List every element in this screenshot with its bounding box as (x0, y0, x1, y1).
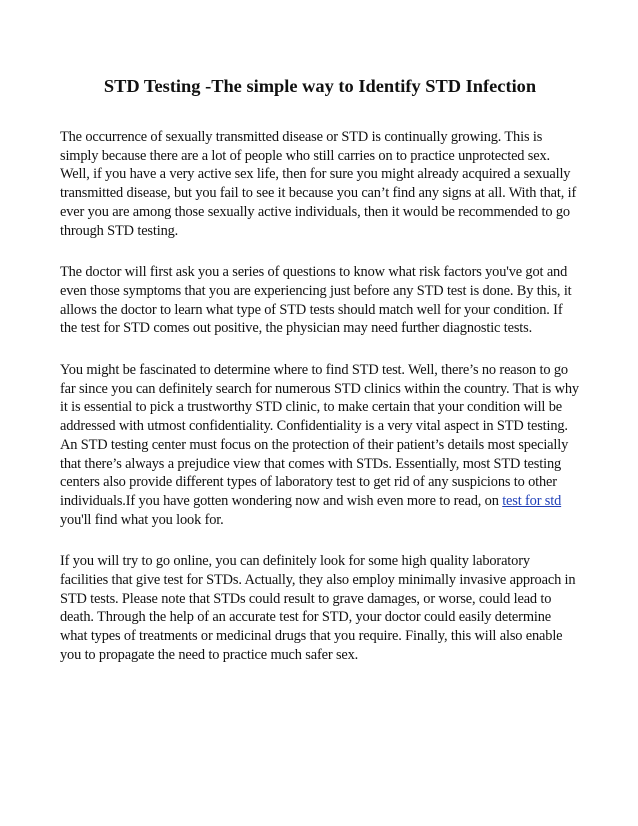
paragraph-3 (60, 361, 580, 529)
paragraph-1: The occurrence of sexually transmitted disease or STD is continually growing. This is simply because there are a lot of people who still carries on to practice unprotected sex. Well, if you have a very active sex life, then for sure you might already acquired a sexually transmitted disease, but you fail to see it because you can’t find any signs at all. With that, if ever you are among those sexually active individuals, then it would be recommended to go through STD testing. (60, 129, 577, 239)
paragraph-2: The doctor will first ask you a series of questions to know what risk factors you've got and even those symptoms that you are experiencing just before any STD test is done. By this, it allows the doctor to learn what type of STD tests should match well for your condition. If the test for STD comes out positive, the physician may need further diagnostic tests. (60, 264, 572, 337)
paragraph-3-text-after-link: you'll find what you look for. (60, 511, 224, 528)
paragraph-4: If you will try to go online, you can definitely look for some high quality laboratory facilities that give test for STDs. Actually, they also employ minimally invasive approach in STD tests. Please note that STDs could result to grave damages, or worse, could lead to death. Through the help of an accurate test for STD, your doctor could easily determine what types of treatments or medicinal drugs that you require. Finally, this will also enable you to propagate the need to practice much safer sex. (60, 553, 576, 663)
paragraph-3-text-before-link: You might be fascinated to determine where to find STD test. Well, there’s no reason to go far since you can definitely search for numerous STD clinics within the country. That is why it is essential to pick a trustworthy STD clinic, to make certain that your condition will be addressed with utmost confidentiality. Confidentiality is a very vital aspect in STD testing. An STD testing center must focus on the protection of their patient’s details most specially that there’s always a prejudice view that comes with STDs. Essentially, most STD testing centers also provide different types of laboratory test to get rid of any suspicions to other individuals.If you have gotten wondering now and wish even more to read, on (60, 362, 579, 509)
test-for-std-link[interactable]: test for std (502, 492, 562, 509)
page-title: STD Testing -The simple way to Identify STD Infection (103, 76, 537, 96)
document-page (60, 75, 580, 688)
